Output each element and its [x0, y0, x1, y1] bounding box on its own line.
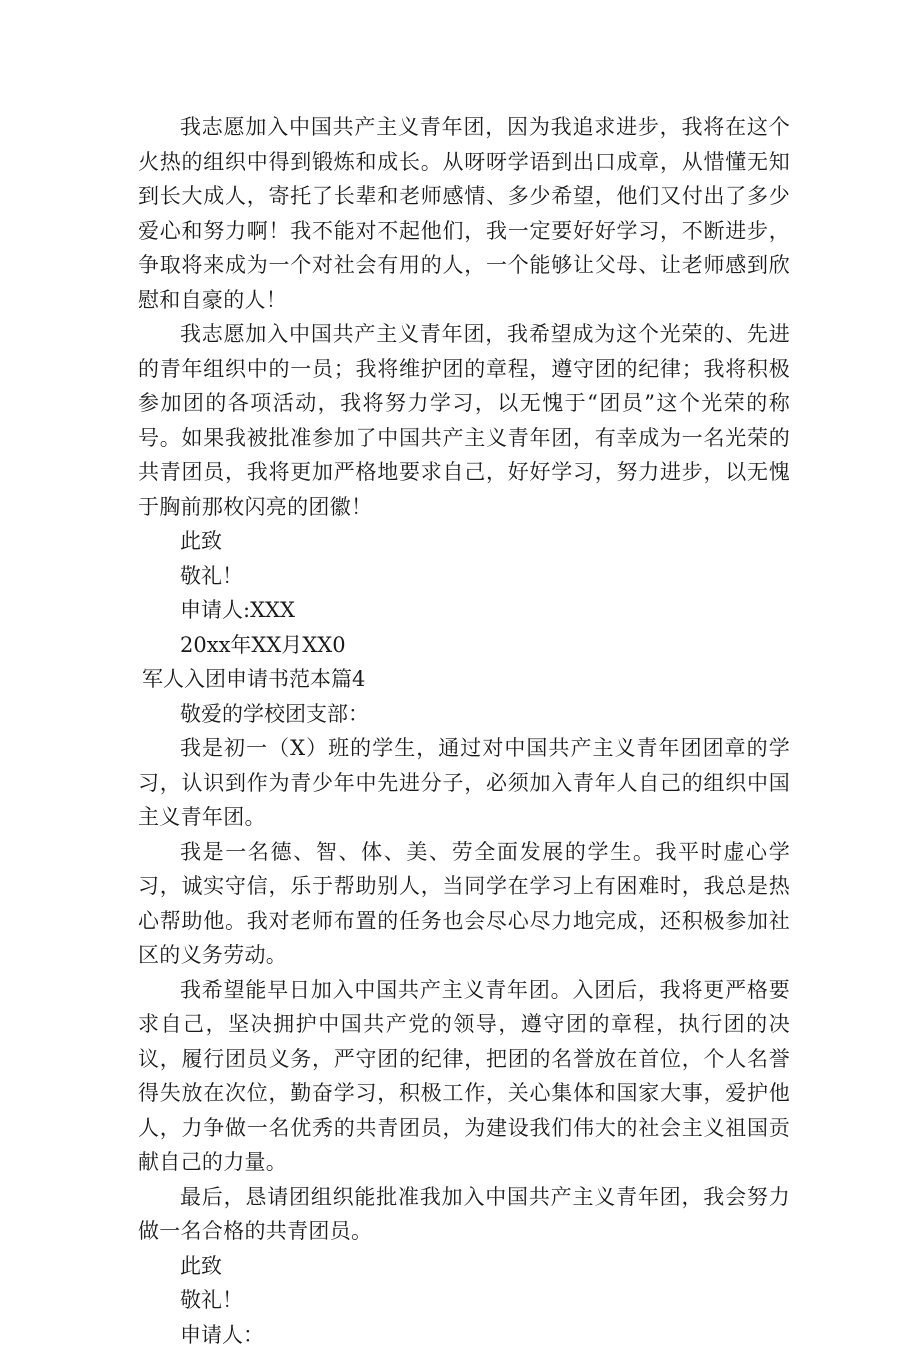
greeting: 敬爱的学校团支部：: [138, 697, 790, 732]
body-paragraph: 我志愿加入中国共产主义青年团，因为我追求进步，我将在这个火热的组织中得到锻炼和成长。从呀呀学语到出口成章，从惜懂无知到长大成人，寄托了长辈和老师感情、多少希望，他们又付出了多少爱心和努力啊！我不能对不起他们，我一定要好好学习，不断进步，争取将来成为一个对社会有用的人，一个能够让父母、让老师感到欣慰和自豪的人！: [138, 110, 790, 317]
applicant-signature: 申请人：: [138, 1318, 790, 1352]
body-paragraph: 我是一名德、智、体、美、劳全面发展的学生。我平时虚心学习，诚实守信，乐于帮助别人，当同学在学习上有困难时，我总是热心帮助他。我对老师布置的任务也会尽心尽力地完成，还积极参加社区的义务劳动。: [138, 835, 790, 973]
body-paragraph: 我希望能早日加入中国共产主义青年团。入团后，我将更严格要求自己，坚决拥护中国共产党的领导，遵守团的章程，执行团的决议，履行团员义务，严守团的纪律，把团的名誉放在首位，个人名誉得失放在次位，勤奋学习，积极工作，关心集体和国家大事，爱护他人，力争做一名优秀的共青团员，为建设我们伟大的社会主义祖国贡献自己的力量。: [138, 973, 790, 1180]
salutation: 敬礼！: [138, 559, 790, 594]
document-page: [138, 110, 790, 1352]
body-paragraph: 最后，恳请团组织能批准我加入中国共产主义青年团，我会努力做一名合格的共青团员。: [138, 1180, 790, 1249]
body-paragraph: 我是初一（X）班的学生，通过对中国共产主义青年团团章的学习，认识到作为青少年中先进分子，必须加入青年人自己的组织中国主义青年团。: [138, 731, 790, 835]
salutation: 敬礼！: [138, 1283, 790, 1318]
closing-phrase: 此致: [138, 1249, 790, 1284]
closing-phrase: 此致: [138, 524, 790, 559]
body-paragraph: 我志愿加入中国共产主义青年团，我希望成为这个光荣的、先进的青年组织中的一员；我将维护团的章程，遵守团的纪律；我将积极参加团的各项活动，我将努力学习，以无愧于“团员”这个光荣的称号。如果我被批准参加了中国共产主义青年团，有幸成为一名光荣的共青团员，我将更加严格地要求自己，好好学习，努力进步，以无愧于胸前那枚闪亮的团徽！: [138, 317, 790, 524]
section-title: 军人入团申请书范本篇4: [138, 662, 790, 697]
letter-date: 20xx年XX月XX0: [138, 628, 790, 663]
applicant-signature: 申请人:XXX: [138, 593, 790, 628]
